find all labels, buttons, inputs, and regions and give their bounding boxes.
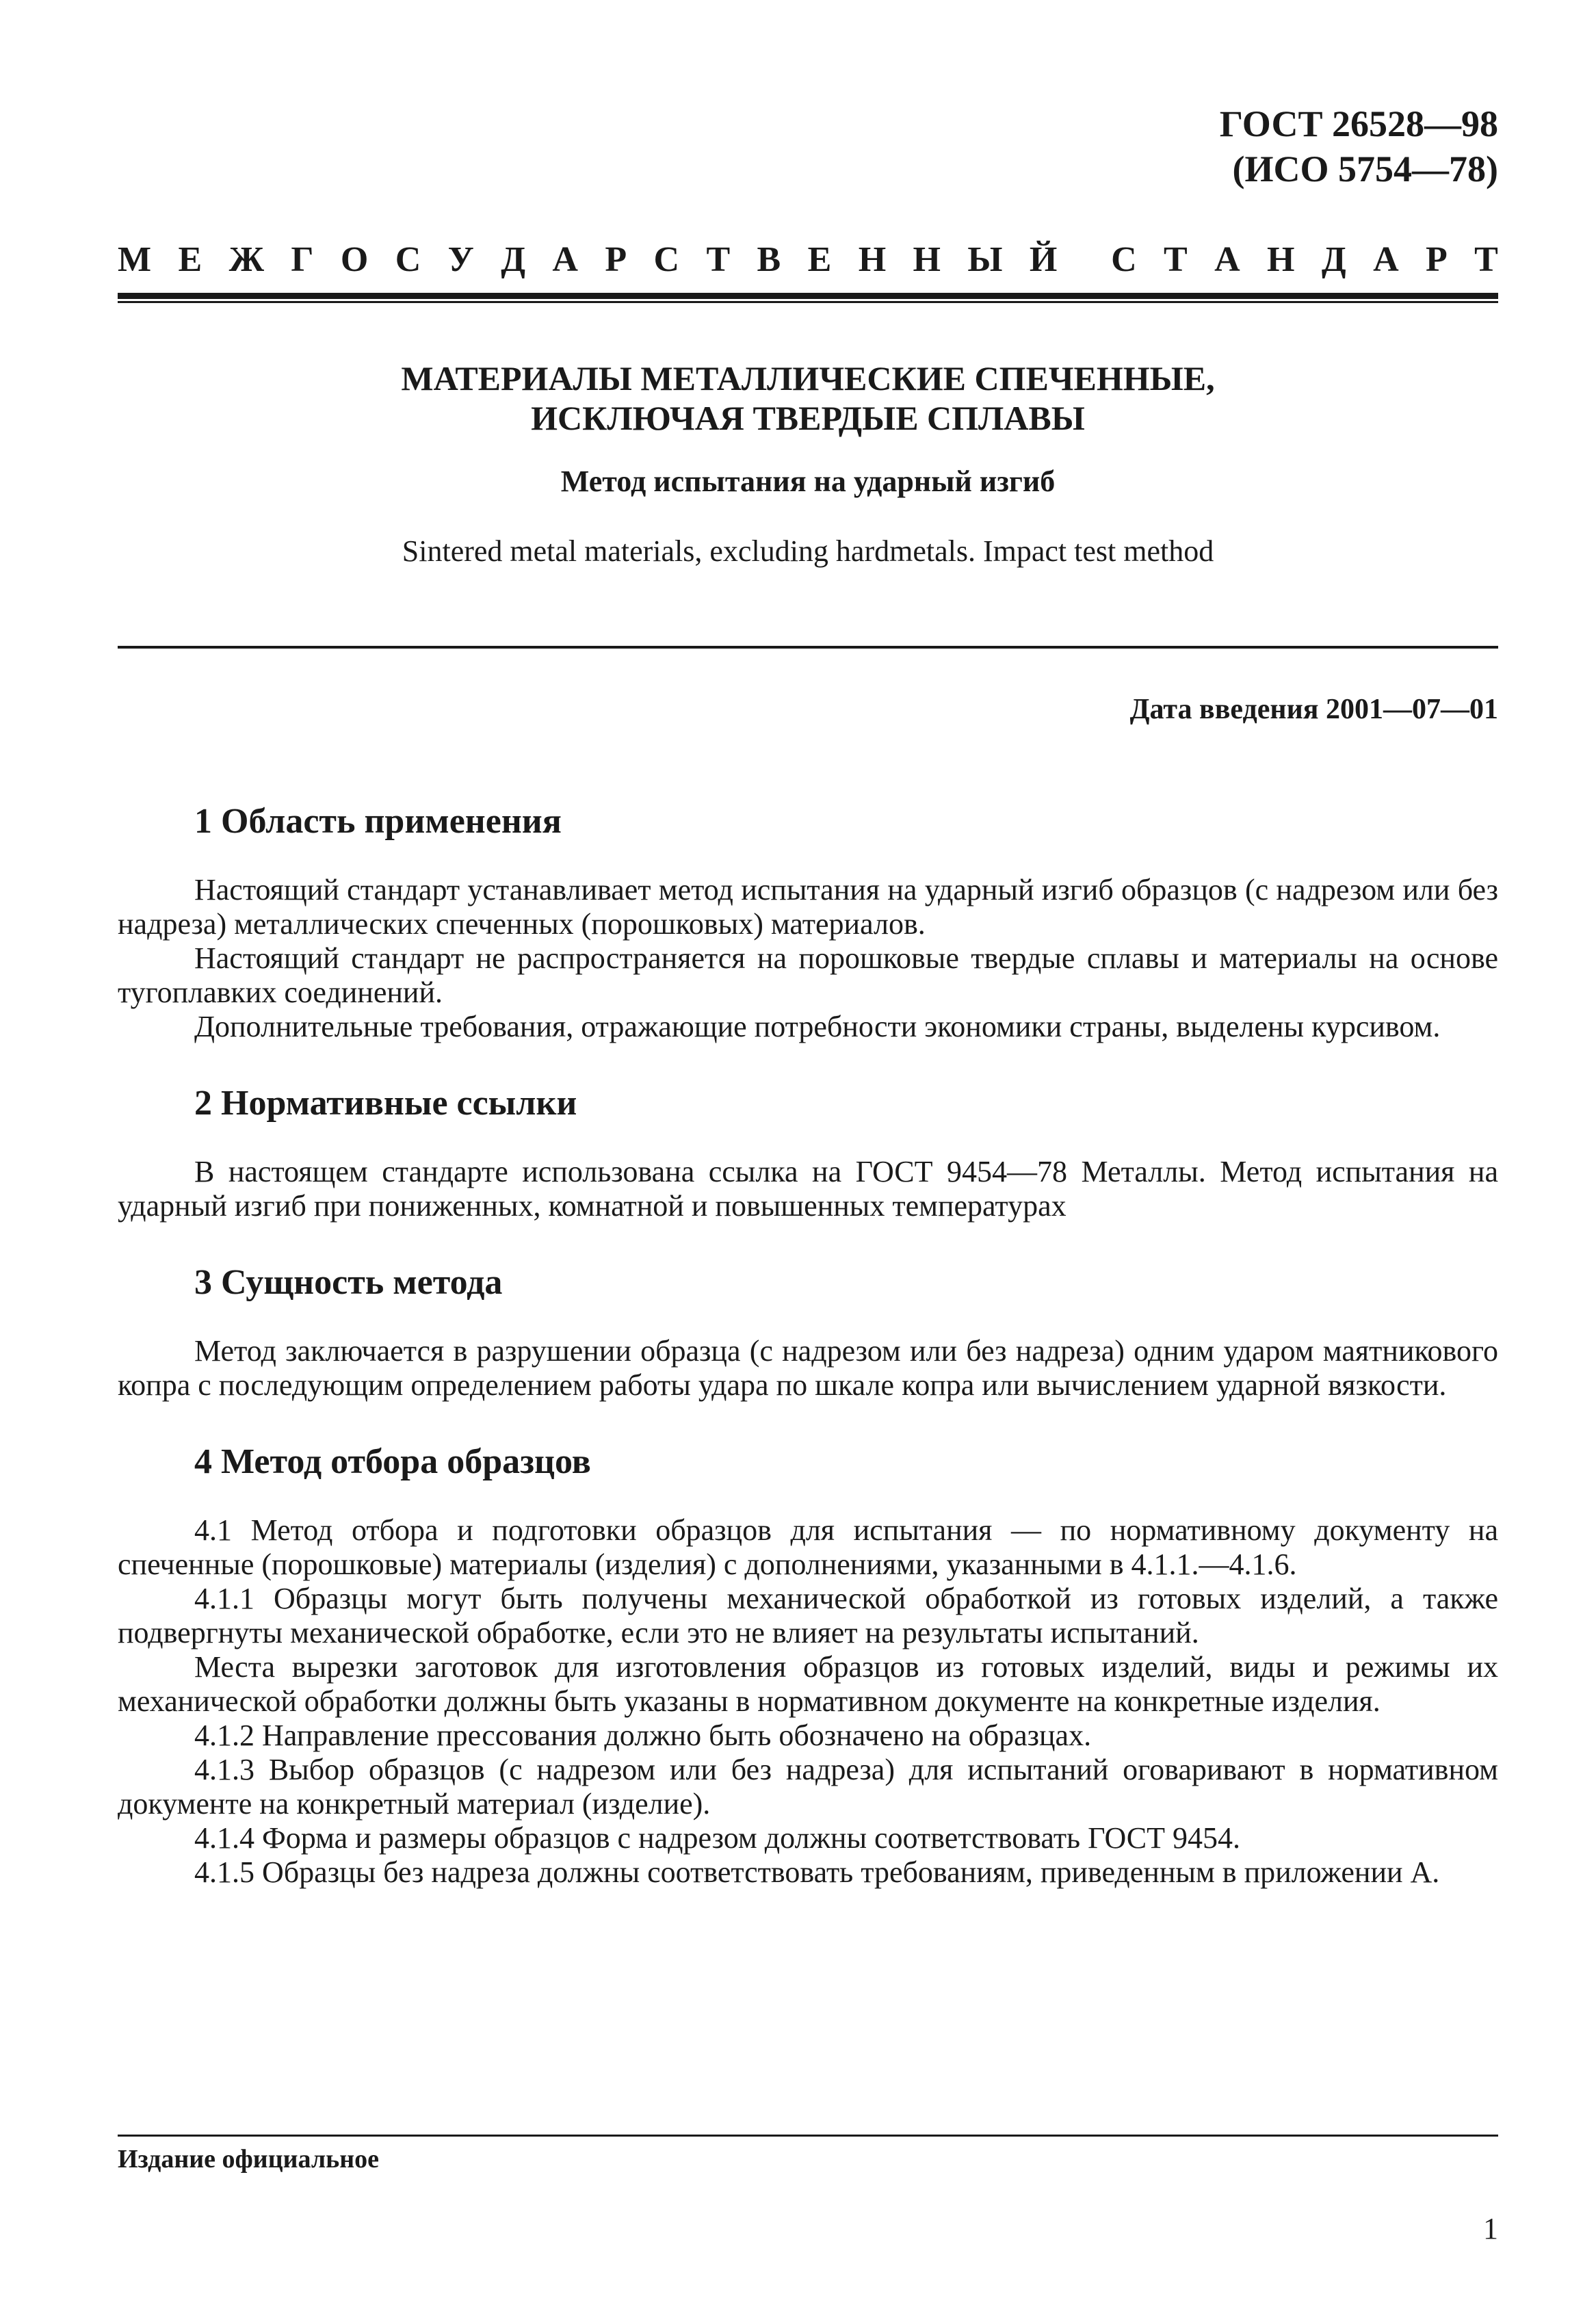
document-body bbox=[118, 800, 1498, 1928]
heading-letter: Д bbox=[1321, 240, 1346, 279]
heading-letter: М bbox=[118, 240, 152, 279]
title-rule bbox=[118, 646, 1498, 649]
heading-letter: Й bbox=[1029, 240, 1058, 279]
footer-rule bbox=[118, 2135, 1498, 2137]
heading-letter: Е bbox=[807, 240, 832, 279]
document-title bbox=[118, 358, 1498, 438]
heading-letter: Р bbox=[605, 240, 627, 279]
heading-letter: Т bbox=[706, 240, 731, 279]
section-heading: 4 Метод отбора образцов bbox=[194, 1442, 591, 1481]
heading-letter: Р bbox=[1426, 240, 1448, 279]
document-subtitle: Метод испытания на ударный изгиб bbox=[560, 465, 1056, 498]
header-rule-thin bbox=[118, 301, 1498, 303]
heading-letter: С bbox=[653, 240, 680, 279]
section-normative-references bbox=[118, 1082, 1498, 1223]
heading-letter: С bbox=[1111, 240, 1137, 279]
paragraph: 4.1.1 Образцы могут быть получены механической обработкой из готовых изделий, а также подвергнуты механической обработке, если это не влияет на результаты испытаний. bbox=[118, 1582, 1498, 1649]
section-heading: 2 Нормативные ссылки bbox=[194, 1084, 577, 1123]
english-title: Sintered metal materials, excluding hardmetals. Impact test method bbox=[402, 534, 1214, 568]
heading-letter: А bbox=[552, 240, 578, 279]
paragraph: Места вырезки заготовок для изготовления образцов из готовых изделий, виды и режимы их механической обработки должны быть указаны в нормативном документе на конкретные изделия. bbox=[118, 1650, 1498, 1718]
title-line-2: ИСКЛЮЧАЯ ТВЕРДЫЕ СПЛАВЫ bbox=[531, 399, 1085, 437]
heading-letter: О bbox=[340, 240, 369, 279]
paragraph: Настоящий стандарт устанавливает метод испытания на ударный изгиб образцов (с надрезом или без надреза) металлических спеченных (порошковых) материалов. bbox=[118, 873, 1498, 941]
section-sampling-method bbox=[118, 1441, 1498, 1890]
gost-number: ГОСТ 26528—98 bbox=[1219, 103, 1498, 144]
heading-letter: Е bbox=[178, 240, 202, 279]
iso-number: (ИСО 5754—78) bbox=[1232, 148, 1498, 190]
heading-letter: Ж bbox=[228, 240, 264, 279]
paragraph: 4.1.3 Выбор образцов (с надрезом или без надреза) для испытаний оговаривают в нормативном документе на конкретный материал (изделие). bbox=[118, 1753, 1498, 1821]
heading-letter: Т bbox=[1164, 240, 1188, 279]
header-rule-thick bbox=[118, 293, 1498, 299]
document-code bbox=[1220, 101, 1498, 192]
paragraph: Дополнительные требования, отражающие потребности экономики страны, выделены курсивом. bbox=[194, 1010, 1441, 1043]
paragraph: 4.1.5 Образцы без надреза должны соответствовать требованиям, приведенным в приложении А. bbox=[194, 1855, 1440, 1889]
paragraph: 4.1.4 Форма и размеры образцов с надрезом должны соответствовать ГОСТ 9454. bbox=[194, 1821, 1240, 1855]
section-heading: 3 Сущность метода bbox=[194, 1263, 503, 1302]
heading-letter: А bbox=[1214, 240, 1240, 279]
section-scope bbox=[118, 800, 1498, 1044]
paragraph: 4.1 Метод отбора и подготовки образцов для испытания — по нормативному документу на спеченные (порошковые) материалы (изделия) с дополнениями, указанными в 4.1.1.—4.1.6. bbox=[118, 1513, 1498, 1581]
edition-label: Издание официальное bbox=[118, 2145, 380, 2174]
introduction-date: Дата введения 2001—07—01 bbox=[1129, 694, 1498, 725]
title-line-1: МАТЕРИАЛЫ МЕТАЛЛИЧЕСКИЕ СПЕЧЕННЫЕ, bbox=[401, 359, 1215, 397]
page-number: 1 bbox=[1483, 2212, 1498, 2245]
heading-letter: Н bbox=[1267, 240, 1295, 279]
heading-letter: Г bbox=[291, 240, 314, 279]
interstate-standard-heading bbox=[118, 239, 1498, 281]
heading-letter: Т bbox=[1474, 240, 1498, 279]
paragraph: 4.1.2 Направление прессования должно быть обозначено на образцах. bbox=[194, 1719, 1092, 1752]
heading-letter: Д bbox=[501, 240, 525, 279]
heading-letter: С bbox=[395, 240, 421, 279]
paragraph: Метод заключается в разрушении образца (с надрезом или без надреза) одним ударом маятникового копра с последующим определением работы удара по шкале копра или вычислением ударной вязкости. bbox=[118, 1334, 1498, 1402]
heading-letter: Н bbox=[858, 240, 887, 279]
heading-letter: А bbox=[1373, 240, 1399, 279]
heading-letter: В bbox=[757, 240, 781, 279]
paragraph: В настоящем стандарте использована ссылка на ГОСТ 9454—78 Металлы. Метод испытания на ударный изгиб при пониженных, комнатной и повышенных температурах bbox=[118, 1155, 1498, 1223]
heading-letter: У bbox=[447, 240, 474, 279]
heading-letter: Ы bbox=[967, 240, 1003, 279]
paragraph: Настоящий стандарт не распространяется на порошковые твердые сплавы и материалы на основе тугоплавких соединений. bbox=[118, 941, 1498, 1009]
heading-letter: Н bbox=[913, 240, 941, 279]
section-method-essence bbox=[118, 1262, 1498, 1403]
section-heading: 1 Область применения bbox=[194, 802, 562, 841]
